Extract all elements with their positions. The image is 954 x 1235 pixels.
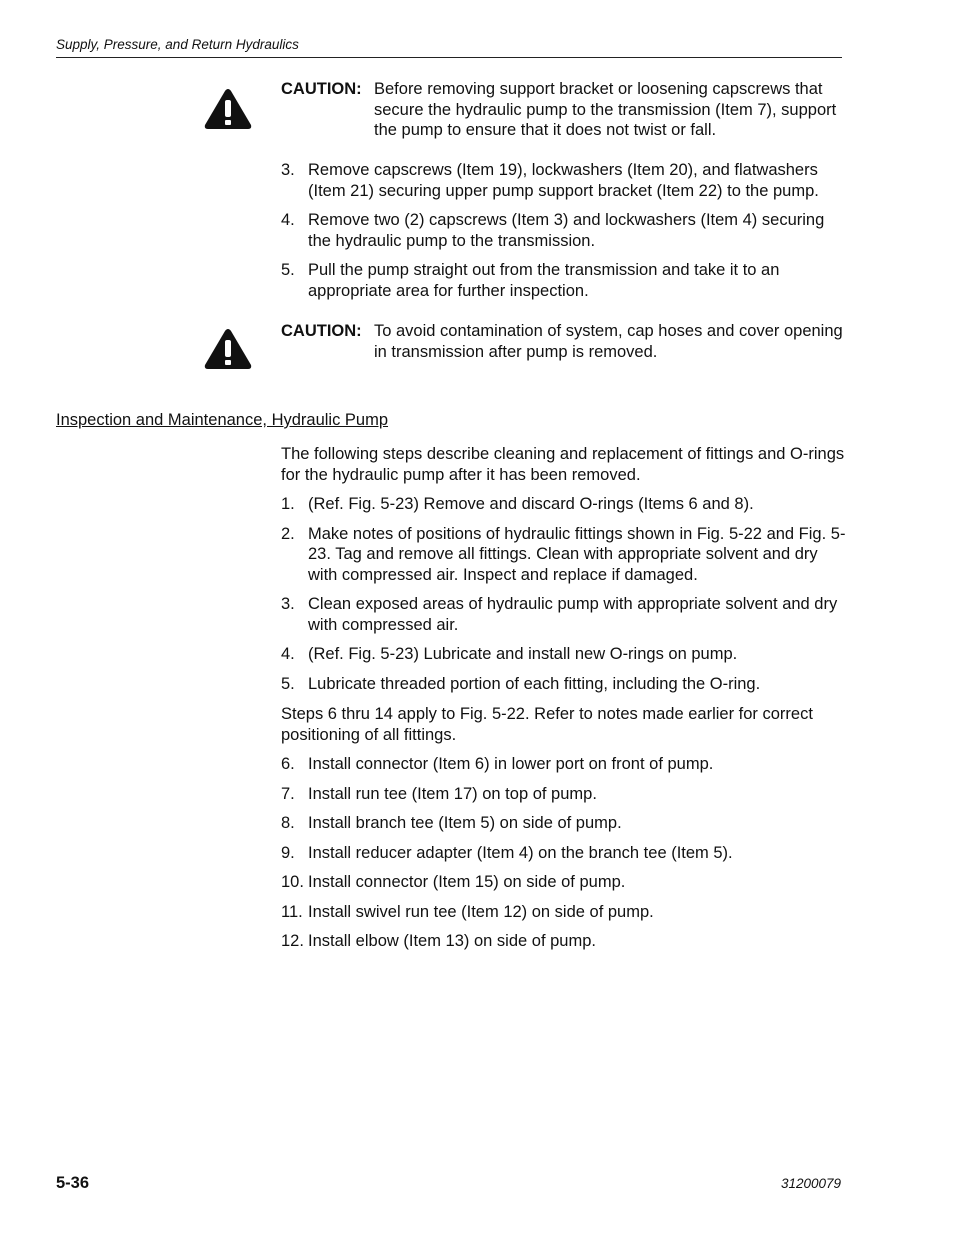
step-text: Pull the pump straight out from the transmission and take it to an appropriate area for further inspection. xyxy=(308,261,780,300)
list-item xyxy=(281,260,846,301)
step-number: 4. xyxy=(281,211,295,229)
caution-text: Before removing support bracket or loosening capscrews that secure the hydraulic pump to the transmission (Item 7), support the pump to ensure that it does not twist or fall. xyxy=(374,80,837,139)
section-heading: Inspection and Maintenance, Hydraulic Pump xyxy=(56,411,389,429)
list-item xyxy=(281,784,846,805)
step-number: 2. xyxy=(281,524,295,543)
step-number: 7. xyxy=(281,784,295,803)
step-text: Install swivel run tee (Item 12) on side of pump. xyxy=(308,902,654,921)
step-number: 8. xyxy=(281,814,295,832)
step-number: 3. xyxy=(281,161,295,179)
list-item xyxy=(281,594,846,635)
step-number: 12. xyxy=(281,932,304,950)
list-item xyxy=(281,754,846,775)
step-number: 1. xyxy=(281,495,295,513)
inspection-steps-list xyxy=(281,494,846,703)
page-number: 5-36 xyxy=(56,1174,90,1192)
warning-icon xyxy=(204,88,252,136)
document-number: 31200079 xyxy=(781,1176,842,1191)
running-header: Supply, Pressure, and Return Hydraulics xyxy=(56,37,842,58)
step-number: 6. xyxy=(281,755,295,773)
step-text: Install connector (Item 6) in lower port on front of pump. xyxy=(308,755,714,773)
step-text: Install connector (Item 15) on side of pump. xyxy=(308,873,626,891)
warning-icon xyxy=(204,328,252,376)
caution-label: CAUTION: xyxy=(281,322,362,340)
list-item xyxy=(281,931,846,952)
step-text: Remove two (2) capscrews (Item 3) and lockwashers (Item 4) securing the hydraulic pump to the transmission. xyxy=(308,211,825,250)
list-item xyxy=(281,843,846,864)
step-number: 4. xyxy=(281,645,295,663)
list-item xyxy=(281,902,846,923)
step-number: 5. xyxy=(281,674,295,693)
step-text: Install elbow (Item 13) on side of pump. xyxy=(308,932,596,950)
steps-note: Steps 6 thru 14 apply to Fig. 5-22. Refer to notes made earlier for correct positioning of all fittings. xyxy=(281,705,813,744)
step-text: (Ref. Fig. 5-23) Lubricate and install new O-rings on pump. xyxy=(308,645,738,663)
caution-block-1 xyxy=(204,79,844,141)
step-text: Install run tee (Item 17) on top of pump. xyxy=(308,784,597,803)
caution-text: To avoid contamination of system, cap hoses and cover opening in transmission after pump is removed. xyxy=(374,322,843,361)
step-number: 10. xyxy=(281,873,304,891)
step-text: Remove capscrews (Item 19), lockwashers (Item 20), and flatwashers (Item 21) securing upper pump support bracket (Item 22) to the pump. xyxy=(308,161,819,200)
step-text: Lubricate threaded portion of each fitting, including the O-ring. xyxy=(308,674,761,693)
step-text: Clean exposed areas of hydraulic pump with appropriate solvent and dry with compressed air. xyxy=(308,595,838,634)
list-item xyxy=(281,524,846,586)
step-text: (Ref. Fig. 5-23) Remove and discard O-rings (Items 6 and 8). xyxy=(308,495,754,513)
list-item xyxy=(281,872,846,893)
list-item xyxy=(281,160,846,201)
section-intro: The following steps describe cleaning and replacement of fittings and O-rings for the hydraulic pump after it has been removed. xyxy=(281,445,845,484)
step-text: Install branch tee (Item 5) on side of pump. xyxy=(308,814,622,832)
step-number: 3. xyxy=(281,595,295,613)
step-number: 5. xyxy=(281,261,295,279)
list-item xyxy=(281,674,846,695)
list-item xyxy=(281,494,846,515)
caution-label: CAUTION: xyxy=(281,80,362,98)
step-text: Make notes of positions of hydraulic fittings shown in Fig. 5-22 and Fig. 5-23. Tag and remove all fittings. Clean with appropriate solvent and dry with compressed air. Inspect and replace if damaged. xyxy=(308,524,846,584)
step-number: 11. xyxy=(281,902,303,921)
removal-steps-list xyxy=(281,160,846,310)
step-number: 9. xyxy=(281,843,295,862)
caution-block-2 xyxy=(204,321,844,362)
install-steps-list xyxy=(281,754,846,961)
list-item xyxy=(281,644,846,665)
list-item xyxy=(281,210,846,251)
list-item xyxy=(281,813,846,834)
step-text: Install reducer adapter (Item 4) on the branch tee (Item 5). xyxy=(308,843,733,862)
